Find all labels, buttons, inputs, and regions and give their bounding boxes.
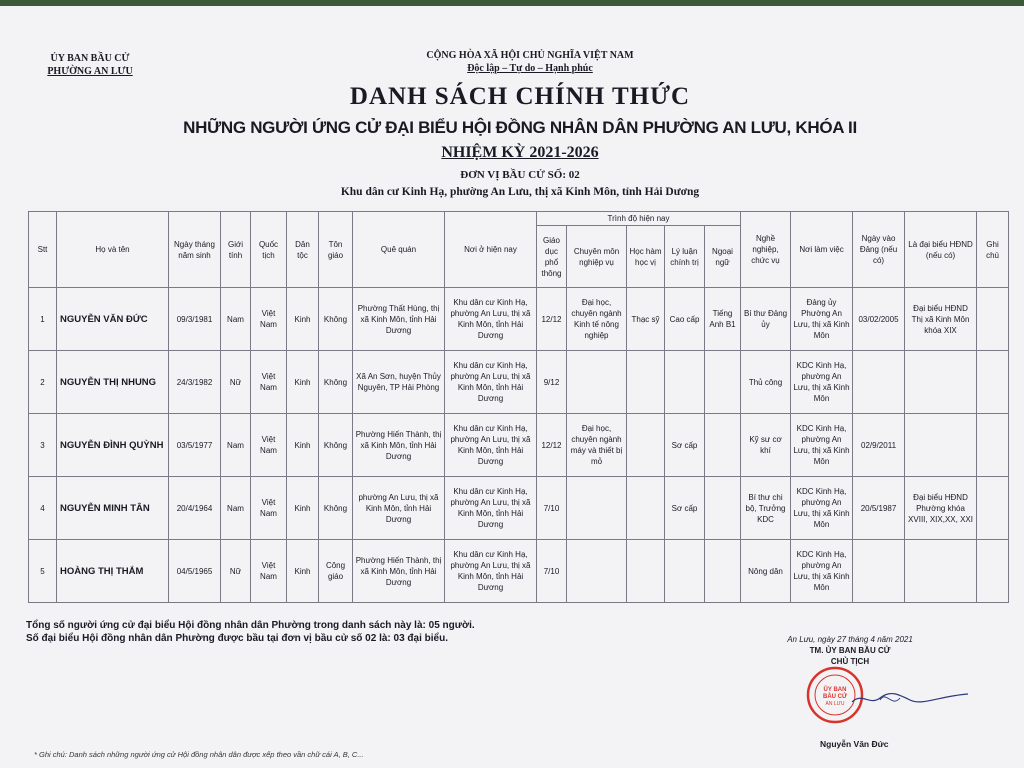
cell-religion: Công giáo [319,540,353,603]
cell-hometown: Phường Hiến Thành, thị xã Kinh Môn, tỉnh Hải Dương [353,540,445,603]
cell-occupation: Kỹ sư cơ khí [741,414,791,477]
svg-text:ỦY BAN: ỦY BAN [823,687,847,693]
cell-hometown: Phường Thất Hùng, thị xã Kinh Môn, tỉnh Hải Dương [353,288,445,351]
cell-occupation: Nông dân [741,540,791,603]
cell-specialty [567,540,627,603]
cell-language [705,351,741,414]
signature-block [780,634,920,667]
cell-political: Sơ cấp [665,414,705,477]
electoral-area: Khu dân cư Kinh Hạ, phường An Lưu, thị xã Kinh Môn, tỉnh Hải Dương [340,186,700,198]
cell-delegate: Đại biểu HĐND Phường khóa XVIII, XIX,XX, XXI [905,477,977,540]
cell-name: HOÀNG THỊ THẮM [57,540,169,603]
col-degree: Học hàm học vị [627,226,665,288]
cell-degree [627,540,665,603]
cell-religion: Không [319,351,353,414]
cell-nationality: Việt Nam [251,288,287,351]
table-row [29,414,1009,477]
cell-party-date: 20/5/1987 [853,477,905,540]
cell-name: NGUYỄN THỊ NHUNG [57,351,169,414]
cell-gender: Nam [221,414,251,477]
candidate-table [28,211,1009,603]
col-name: Họ và tên [57,212,169,288]
cell-degree [627,477,665,540]
cell-ethnic: Kinh [287,351,319,414]
cell-delegate [905,351,977,414]
svg-text:BẦU CỬ: BẦU CỬ [823,694,847,700]
place-date: An Lưu, ngày 27 tháng 4 năm 2021 [787,635,913,644]
handwritten-signature [850,686,970,710]
cell-party-date [853,351,905,414]
col-general-edu: Giáo dục phổ thông [537,226,567,288]
cell-ethnic: Kinh [287,540,319,603]
cell-hometown: phường An Lưu, thị xã Kinh Môn, tỉnh Hải Dương [353,477,445,540]
cell-ethnic: Kinh [287,288,319,351]
cell-hometown: Xã An Sơn, huyện Thủy Nguyên, TP Hải Phòng [353,351,445,414]
cell-workplace: KDC Kinh Hạ, phường An Lưu, thị xã Kinh Môn [791,540,853,603]
cell-note [977,540,1009,603]
cell-religion: Không [319,414,353,477]
cell-occupation: Bí thư chi bộ, Trưởng KDC [741,477,791,540]
cell-residence: Khu dân cư Kinh Hạ, phường An Lưu, thị xã Kinh Môn, tỉnh Hải Dương [445,351,537,414]
col-political: Lý luận chính trị [665,226,705,288]
document-title: DANH SÁCH CHÍNH THỨC [349,83,691,110]
col-occupation: Nghề nghiệp, chức vụ [741,212,791,288]
cell-stt: 1 [29,288,57,351]
org-line1: ỦY BAN BẦU CỬ [50,53,130,64]
cell-specialty: Đại học, chuyên ngành Kinh tế nông nghiệp [567,288,627,351]
cell-stt: 2 [29,351,57,414]
col-gender: Giới tính [221,212,251,288]
cell-nationality: Việt Nam [251,414,287,477]
cell-religion: Không [319,288,353,351]
document-subtitle: NHỮNG NGƯỜI ỨNG CỬ ĐẠI BIỂU HỘI ĐỒNG NHÂN DÂN PHƯỜNG AN LƯU, KHÓA II [183,118,857,137]
cell-political: Cao cấp [665,288,705,351]
footnote: * Ghi chú: Danh sách những người ứng cử Hội đồng nhân dân được xếp theo vần chữ cái A, B, C... [34,750,364,759]
cell-residence: Khu dân cư Kinh Hạ, phường An Lưu, thị xã Kinh Môn, tỉnh Hải Dương [445,540,537,603]
cell-specialty: Đại học, chuyên ngành máy và thiết bị mỏ [567,414,627,477]
col-stt: Stt [29,212,57,288]
col-workplace: Nơi làm việc [791,212,853,288]
signer-name: Nguyễn Văn Đức [820,739,889,749]
col-delegate: Là đại biểu HĐND (nếu có) [905,212,977,288]
cell-specialty [567,477,627,540]
col-residence: Nơi ở hiện nay [445,212,537,288]
nation-line1: CỘNG HÒA XÃ HỘI CHỦ NGHĨA VIỆT NAM [426,50,634,61]
col-religion: Tôn giáo [319,212,353,288]
signature-org: TM. ỦY BAN BẦU CỬ [809,646,891,655]
cell-gender: Nam [221,477,251,540]
cell-language: Tiếng Anh B1 [705,288,741,351]
col-note: Ghi chú [977,212,1009,288]
table-row [29,477,1009,540]
cell-general-edu: 12/12 [537,414,567,477]
cell-nationality: Việt Nam [251,477,287,540]
cell-dob: 04/5/1965 [169,540,221,603]
nation-line2: Độc lập – Tự do – Hạnh phúc [467,63,593,74]
cell-degree [627,414,665,477]
svg-text:AN LƯU: AN LƯU [825,701,845,707]
cell-party-date: 03/02/2005 [853,288,905,351]
cell-residence: Khu dân cư Kinh Hạ, phường An Lưu, thị xã Kinh Môn, tỉnh Hải Dương [445,414,537,477]
cell-political [665,540,705,603]
cell-gender: Nữ [221,351,251,414]
cell-workplace: Đảng ủy Phường An Lưu, thị xã Kinh Môn [791,288,853,351]
cell-political [665,351,705,414]
cell-note [977,477,1009,540]
cell-stt: 3 [29,414,57,477]
table-row [29,288,1009,351]
cell-name: NGUYỄN MINH TÂN [57,477,169,540]
cell-dob: 09/3/1981 [169,288,221,351]
cell-note [977,351,1009,414]
summary [26,619,475,645]
col-hometown: Quê quán [353,212,445,288]
col-party-date: Ngày vào Đảng (nếu có) [853,212,905,288]
cell-name: NGUYỄN VĂN ĐỨC [57,288,169,351]
cell-delegate: Đại biểu HĐND Thị xã Kinh Môn khóa XIX [905,288,977,351]
cell-dob: 20/4/1964 [169,477,221,540]
col-nationality: Quốc tịch [251,212,287,288]
cell-workplace: KDC Kinh Hạ, phường An Lưu, thị xã Kinh Môn [791,414,853,477]
table-row [29,351,1009,414]
cell-workplace: KDC Kinh Hạ, phường An Lưu, thị xã Kinh Môn [791,351,853,414]
issuing-organization [30,52,150,78]
cell-hometown: Phường Hiến Thành, thị xã Kinh Môn, tỉnh Hải Dương [353,414,445,477]
cell-ethnic: Kinh [287,414,319,477]
cell-dob: 03/5/1977 [169,414,221,477]
cell-delegate [905,414,977,477]
col-ethnic: Dân tộc [287,212,319,288]
cell-degree [627,351,665,414]
col-language: Ngoại ngữ [705,226,741,288]
cell-general-edu: 7/10 [537,540,567,603]
summary-seats: Số đại biểu Hội đồng nhân dân Phường được bầu tại đơn vị bầu cử số 02 là: 03 đại biểu. [26,633,448,644]
org-line2: PHƯỜNG AN LƯU [47,66,133,77]
cell-occupation: Bí thư Đảng ủy [741,288,791,351]
cell-general-edu: 12/12 [537,288,567,351]
cell-language [705,414,741,477]
cell-gender: Nam [221,288,251,351]
cell-workplace: KDC Kinh Hạ, phường An Lưu, thị xã Kinh Môn [791,477,853,540]
col-dob: Ngày tháng năm sinh [169,212,221,288]
cell-stt: 4 [29,477,57,540]
electoral-unit: ĐƠN VỊ BẦU CỬ SỐ: 02 [460,169,580,181]
cell-residence: Khu dân cư Kinh Hạ, phường An Lưu, thị xã Kinh Môn, tỉnh Hải Dương [445,288,537,351]
col-specialty: Chuyên môn nghiệp vụ [567,226,627,288]
cell-residence: Khu dân cư Kinh Hạ, phường An Lưu, thị xã Kinh Môn, tỉnh Hải Dương [445,477,537,540]
cell-language [705,540,741,603]
cell-delegate [905,540,977,603]
cell-general-edu: 7/10 [537,477,567,540]
cell-specialty [567,351,627,414]
cell-political: Sơ cấp [665,477,705,540]
cell-ethnic: Kinh [287,477,319,540]
term-title: NHIỆM KỲ 2021-2026 [441,144,599,161]
signature-role: CHỦ TỊCH [830,657,870,666]
cell-gender: Nữ [221,540,251,603]
col-education-group: Trình độ hiện nay [537,212,741,226]
cell-stt: 5 [29,540,57,603]
cell-nationality: Việt Nam [251,540,287,603]
cell-note [977,288,1009,351]
cell-nationality: Việt Nam [251,351,287,414]
cell-party-date: 02/9/2011 [853,414,905,477]
cell-name: NGUYỄN ĐÌNH QUỲNH [57,414,169,477]
cell-degree: Thạc sỹ [627,288,665,351]
cell-party-date [853,540,905,603]
national-header [380,49,680,75]
document-page [0,6,1024,768]
cell-religion: Không [319,477,353,540]
summary-total-candidates: Tổng số người ứng cử đại biểu Hội đồng nhân dân Phường trong danh sách này là: 05 người. [26,620,475,631]
cell-general-edu: 9/12 [537,351,567,414]
cell-dob: 24/3/1982 [169,351,221,414]
table-row [29,540,1009,603]
cell-language [705,477,741,540]
cell-note [977,414,1009,477]
cell-occupation: Thủ công [741,351,791,414]
